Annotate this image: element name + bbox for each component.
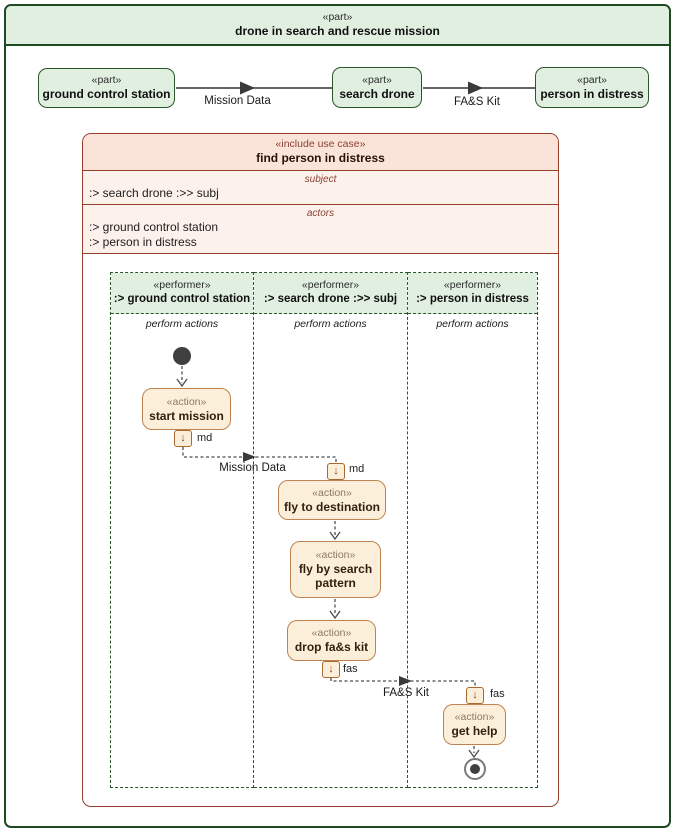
- pin-label-md: md: [349, 463, 365, 475]
- actor-value: :> person in distress: [89, 235, 197, 249]
- action-name: fly by search pattern: [298, 562, 373, 590]
- connector-label-mission-data: Mission Data: [204, 95, 271, 107]
- part-stereotype: «part»: [577, 73, 607, 86]
- down-arrow-icon: ↓: [333, 465, 339, 477]
- flow-label-fas-kit: FA&S Kit: [382, 687, 430, 699]
- lane-ground-control-station[interactable]: [110, 272, 254, 788]
- output-pin-fas[interactable]: [322, 661, 340, 678]
- action-stereotype: «action»: [312, 486, 352, 499]
- action-name: drop fa&s kit: [294, 640, 369, 654]
- action-get-help[interactable]: [443, 704, 506, 745]
- down-arrow-icon: ↓: [328, 663, 334, 675]
- part-name: ground control station: [42, 87, 171, 101]
- lane-compartment-label: perform actions: [436, 318, 509, 330]
- root-part-stereotype: «part»: [322, 11, 353, 23]
- pin-label-fas: fas: [343, 663, 358, 675]
- actors-compartment: [83, 205, 558, 254]
- action-name: fly to destination: [284, 499, 380, 514]
- lane-compartment-label: perform actions: [145, 318, 219, 330]
- part-stereotype: «part»: [362, 73, 392, 86]
- subject-value: :> search drone :>> subj: [89, 186, 219, 200]
- action-stereotype: «action»: [311, 627, 352, 639]
- input-pin-fas[interactable]: [466, 687, 484, 704]
- part-name: person in distress: [540, 86, 644, 101]
- root-part-header: [6, 6, 669, 46]
- input-pin-md[interactable]: [327, 463, 345, 480]
- output-pin-md[interactable]: [174, 430, 192, 447]
- action-name: start mission: [149, 408, 224, 423]
- lane-name: :> ground control station: [113, 293, 251, 305]
- action-stereotype: «action»: [166, 395, 207, 408]
- actors-compartment-label: actors: [306, 208, 335, 219]
- lane-stereotype: «performer»: [443, 279, 502, 291]
- action-fly-by-search-pattern[interactable]: [290, 541, 381, 598]
- lane-header: [408, 273, 537, 314]
- use-case-header: [83, 134, 558, 171]
- lane-search-drone[interactable]: [254, 272, 408, 788]
- down-arrow-icon: ↓: [180, 432, 186, 444]
- action-name: get help: [451, 724, 498, 738]
- action-drop-fas-kit[interactable]: [287, 620, 376, 661]
- part-name: search drone: [339, 86, 415, 101]
- actor-value: :> ground control station: [89, 220, 219, 234]
- use-case-stereotype: «include use case»: [275, 138, 366, 150]
- lane-stereotype: «performer»: [301, 279, 360, 291]
- part-ground-control-station[interactable]: [38, 68, 175, 108]
- connector-label-fas-kit: FA&S Kit: [453, 96, 501, 108]
- action-stereotype: «action»: [315, 549, 356, 561]
- down-arrow-icon: ↓: [472, 689, 478, 701]
- subject-compartment-label: subject: [304, 174, 337, 185]
- pin-label-fas: fas: [490, 688, 505, 700]
- action-fly-to-destination[interactable]: [278, 480, 386, 520]
- lane-name: :> person in distress: [416, 293, 529, 305]
- lane-header: [254, 273, 407, 314]
- flow-label-mission-data: Mission Data: [219, 462, 286, 474]
- part-person-in-distress[interactable]: [535, 67, 649, 108]
- part-search-drone[interactable]: [332, 67, 422, 108]
- action-start-mission[interactable]: [142, 388, 231, 430]
- subject-compartment: [83, 171, 558, 205]
- pin-label-md: md: [197, 432, 213, 444]
- lane-name: :> search drone :>> subj: [263, 293, 398, 305]
- lane-compartment-label: perform actions: [294, 318, 367, 330]
- root-part-name: drone in search and rescue mission: [235, 24, 440, 38]
- part-stereotype: «part»: [91, 74, 122, 86]
- use-case-name: find person in distress: [256, 151, 385, 165]
- lane-header: [111, 273, 253, 314]
- lane-stereotype: «performer»: [153, 279, 211, 291]
- action-stereotype: «action»: [454, 711, 495, 723]
